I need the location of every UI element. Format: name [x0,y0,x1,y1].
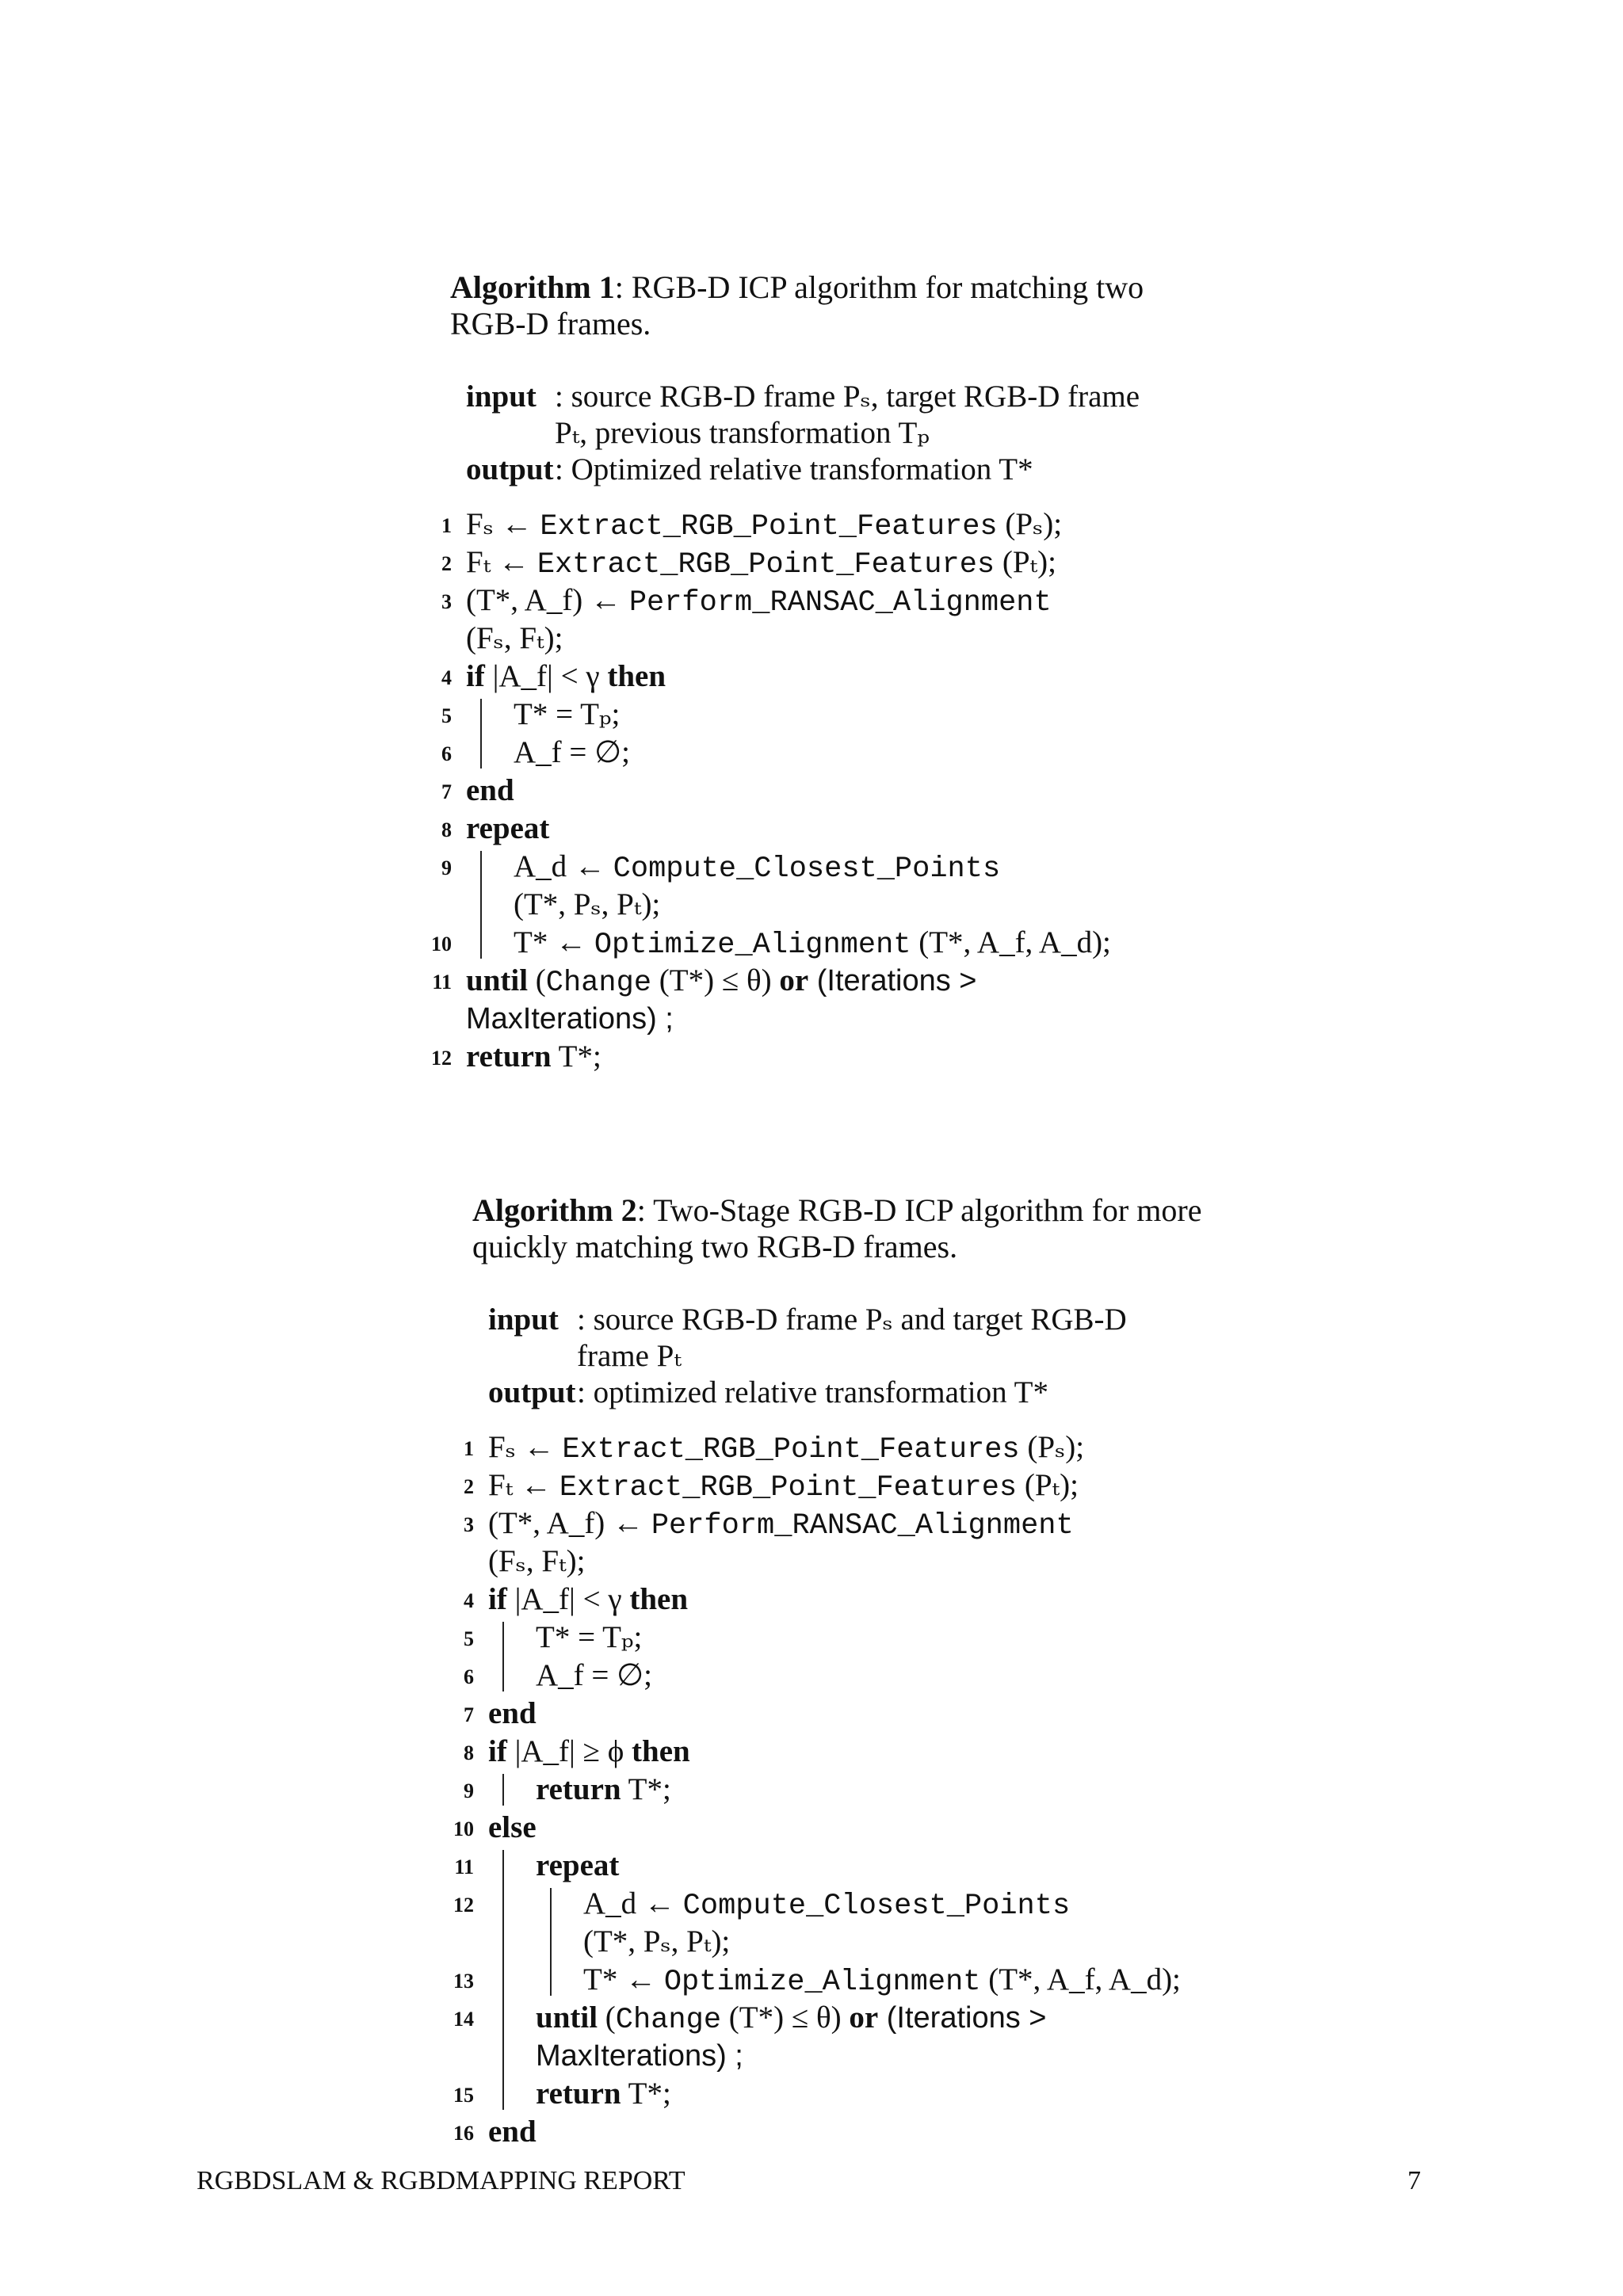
line-number: 11 [454,1855,474,1878]
line-content [536,1847,619,1885]
expression: T*; [621,1772,671,1806]
expression: (T*) ≤ θ) [721,2000,850,2035]
expression: (T*) ≤ θ) [651,963,780,997]
algorithm-line [464,1771,1225,1809]
output-text: : optimized relative transformation T* [577,1375,1048,1409]
algorithm-line [453,1999,1225,2037]
line-content [466,1000,674,1038]
keyword: if [488,1582,507,1616]
expression: (Fₛ, Fₜ); [466,621,563,655]
line-number: 9 [464,1779,474,1802]
algorithm-line [453,2113,1225,2151]
line-content [466,620,563,658]
line-number: 12 [453,1894,474,1917]
algorithm-line [450,886,1203,924]
keyword: then [629,1582,689,1616]
expression: |A_f| < γ [484,659,608,693]
expression: A_f = ∅; [536,1658,652,1692]
expression: (T*, A_f) ← [488,1506,651,1540]
block-scope-bar [502,1774,504,1806]
line-content [514,886,660,924]
line-content [488,2113,537,2151]
function-name: Perform_RANSAC_Alignment [628,586,1052,620]
line-number: 9 [441,856,452,879]
line-content [466,810,549,848]
algorithm-1-lines [431,505,1203,1076]
algorithm-2-caption [472,1192,1209,1265]
line-content [466,962,976,1002]
line-number: 5 [464,1627,474,1650]
line-number: 7 [441,780,452,803]
function-name: Compute_Closest_Points [682,1890,1071,1923]
line-number: 2 [441,552,452,575]
algorithm-line [432,962,1203,1000]
expression: T* ← [583,1962,664,1997]
output-text: : Optimized relative transformation T* [555,452,1033,486]
keyword: repeat [466,811,550,845]
expression: Fₛ ← [466,507,540,541]
algorithm-line [453,1809,1225,1847]
algorithm-line [441,734,1203,772]
line-content [488,1733,690,1771]
line-number: 11 [432,971,452,994]
line-number: 14 [453,2008,474,2031]
function-name: Optimize_Alignment [663,1966,981,1999]
algorithm-line [441,772,1203,810]
line-number: 8 [464,1741,474,1764]
algorithm-line [450,620,1203,658]
keyword: if [488,1734,507,1768]
line-content [514,848,1000,888]
algorithm-2-lines [453,1428,1225,2151]
function-name: Extract_RGB_Point_Features [562,1433,1020,1466]
line-content [583,1885,1070,1925]
expression: |A_f| < γ [506,1582,630,1616]
expression: (T*, A_f, A_d); [980,1962,1181,1997]
line-number: 10 [431,933,452,955]
input-keyword: input [466,379,537,414]
algorithm-2-block [453,1192,1225,2151]
line-number: 8 [441,818,452,841]
line-content [536,1619,642,1657]
input-text-continued: Pₜ, previous transformation Tₚ [555,416,930,450]
algorithm-1-output [450,452,1203,488]
block-scope-bar [502,1622,504,1691]
algorithm-line [472,1923,1225,1961]
line-number: 2 [464,1475,474,1498]
line-content [514,696,620,734]
expression: (T*, A_f, A_d); [911,925,1111,959]
algorithm-line [441,505,1203,543]
keyword: or [779,963,809,997]
line-content [536,1657,652,1695]
line-content [514,734,630,772]
line-content [536,1999,1046,2039]
block-scope-bar [550,1888,552,1996]
algorithm-2-caption-label: Algorithm 2 [472,1192,637,1228]
line-content [466,1038,601,1076]
algorithm-1-caption-text: : RGB-D ICP algorithm for matching two RGB-D frames. [450,269,1144,341]
line-number: 16 [453,2122,474,2145]
line-content [536,2037,743,2075]
line-number: 4 [441,666,452,689]
algorithm-1-caption-label: Algorithm 1 [450,269,615,305]
line-content [466,772,514,810]
algorithm-line [450,1000,1203,1038]
keyword: else [488,1810,537,1844]
page-number: 7 [1407,2166,1421,2195]
expression: (T*, Pₛ, Pₜ); [514,887,661,921]
input-text: : source RGB-D frame Pₛ and target RGB-D [577,1302,1127,1337]
keyword: until [466,963,529,997]
expression: Fₜ ← [488,1468,559,1502]
running-footer-title: RGBDSLAM & RGBDMAPPING REPORT [197,2166,685,2195]
line-content [488,1695,537,1733]
expression: T* ← [514,925,594,959]
algorithm-line [441,658,1203,696]
line-number: 10 [453,1817,474,1840]
expression: Fₜ ← [466,545,537,579]
expression: (T*, A_f) ← [466,583,629,617]
line-content [488,1543,585,1581]
expression: T*; [551,1039,601,1074]
output-keyword: output [466,452,554,486]
line-number: 5 [441,704,452,727]
input-text: : source RGB-D frame Pₛ, target RGB-D frame [555,379,1140,414]
expression: |A_f| ≥ ϕ [506,1734,632,1768]
function-name: Change [615,2004,722,2037]
line-content [466,658,666,696]
algorithm-line [472,2037,1225,2075]
algorithm-line [431,924,1203,962]
block-scope-bar [502,1850,504,2110]
expression: MaxIterations) ; [536,2039,743,2073]
algorithm-line [464,1695,1225,1733]
algorithm-line [464,1733,1225,1771]
expression: A_d ← [514,849,613,883]
algorithm-line [464,1619,1225,1657]
algorithm-line [441,696,1203,734]
algorithm-line [464,1505,1225,1543]
keyword: if [466,659,485,693]
input-text-continued: frame Pₜ [577,1339,682,1373]
algorithm-2-input [472,1302,1225,1375]
block-scope-bar [480,851,482,959]
expression: (Pₛ); [1019,1430,1085,1464]
line-content [466,505,1062,546]
line-content [466,582,1052,622]
algorithm-line [441,848,1203,886]
algorithm-line [441,810,1203,848]
expression: ( [528,963,546,997]
input-keyword: input [488,1302,559,1337]
algorithm-1-block [431,269,1203,1076]
keyword: until [536,2000,598,2035]
line-number: 6 [464,1665,474,1688]
block-scope-bar [480,699,482,769]
algorithm-2-output [472,1375,1225,1411]
algorithm-line [464,1581,1225,1619]
line-content [536,1771,671,1809]
function-name: Change [545,967,652,1000]
algorithm-line [464,1428,1225,1466]
line-number: 3 [441,590,452,613]
expression: (Iterations > [808,964,977,997]
line-number: 12 [431,1047,452,1070]
line-content [488,1809,537,1847]
expression: A_d ← [583,1886,683,1920]
expression: T* = Tₚ; [536,1620,643,1654]
algorithm-line [453,1885,1225,1923]
expression: (T*, Pₛ, Pₜ); [583,1924,731,1958]
algorithm-line [464,1657,1225,1695]
line-number: 1 [464,1437,474,1460]
algorithm-1-input [450,379,1203,452]
algorithm-line [454,1847,1225,1885]
line-content [488,1505,1074,1545]
keyword: end [466,773,514,807]
line-number: 3 [464,1513,474,1536]
keyword: or [849,2000,879,2035]
algorithm-line [472,1543,1225,1581]
algorithm-line [464,1466,1225,1505]
algorithm-line [453,1961,1225,1999]
expression: Fₛ ← [488,1430,563,1464]
algorithm-line [441,582,1203,620]
line-number: 4 [464,1589,474,1612]
line-content [488,1428,1084,1469]
expression: T* = Tₚ; [514,697,621,731]
keyword: return [536,1772,621,1806]
line-content [488,1466,1079,1507]
function-name: Extract_RGB_Point_Features [537,548,995,582]
line-number: 6 [441,742,452,765]
line-number: 15 [453,2084,474,2107]
line-content [583,1961,1181,2001]
line-number: 1 [441,514,452,537]
function-name: Extract_RGB_Point_Features [540,510,998,543]
expression: A_f = ∅; [514,735,630,769]
line-content [536,2075,671,2113]
algorithm-1-caption [450,269,1187,342]
function-name: Compute_Closest_Points [613,852,1001,886]
line-content [583,1923,730,1961]
algorithm-line [453,2075,1225,2113]
output-keyword: output [488,1375,576,1409]
expression: T*; [621,2077,671,2111]
line-content [466,543,1056,584]
keyword: return [536,2077,621,2111]
expression: (Pₛ); [997,507,1063,541]
keyword: end [488,2115,537,2149]
algorithm-2-caption-text: : Two-Stage RGB-D ICP algorithm for more quickly matching two RGB-D frames. [472,1192,1202,1264]
keyword: then [632,1734,690,1768]
keyword: repeat [536,1848,620,1882]
line-number: 13 [453,1970,474,1993]
keyword: then [607,659,666,693]
expression: (Iterations > [878,2001,1047,2035]
expression: (Fₛ, Fₜ); [488,1544,586,1578]
keyword: return [466,1039,552,1074]
function-name: Perform_RANSAC_Alignment [651,1509,1074,1543]
line-content [514,924,1111,964]
function-name: Optimize_Alignment [594,929,911,962]
line-number: 7 [464,1703,474,1726]
algorithm-1-io [450,379,1203,488]
algorithm-line [431,1038,1203,1076]
keyword: end [488,1696,537,1730]
algorithm-line [441,543,1203,582]
expression: ( [598,2000,616,2035]
expression: (Pₜ); [995,545,1056,579]
line-content [488,1581,688,1619]
expression: (Pₜ); [1017,1468,1079,1502]
expression: MaxIterations) ; [466,1002,674,1035]
function-name: Extract_RGB_Point_Features [559,1471,1018,1505]
algorithm-2-io [472,1302,1225,1411]
